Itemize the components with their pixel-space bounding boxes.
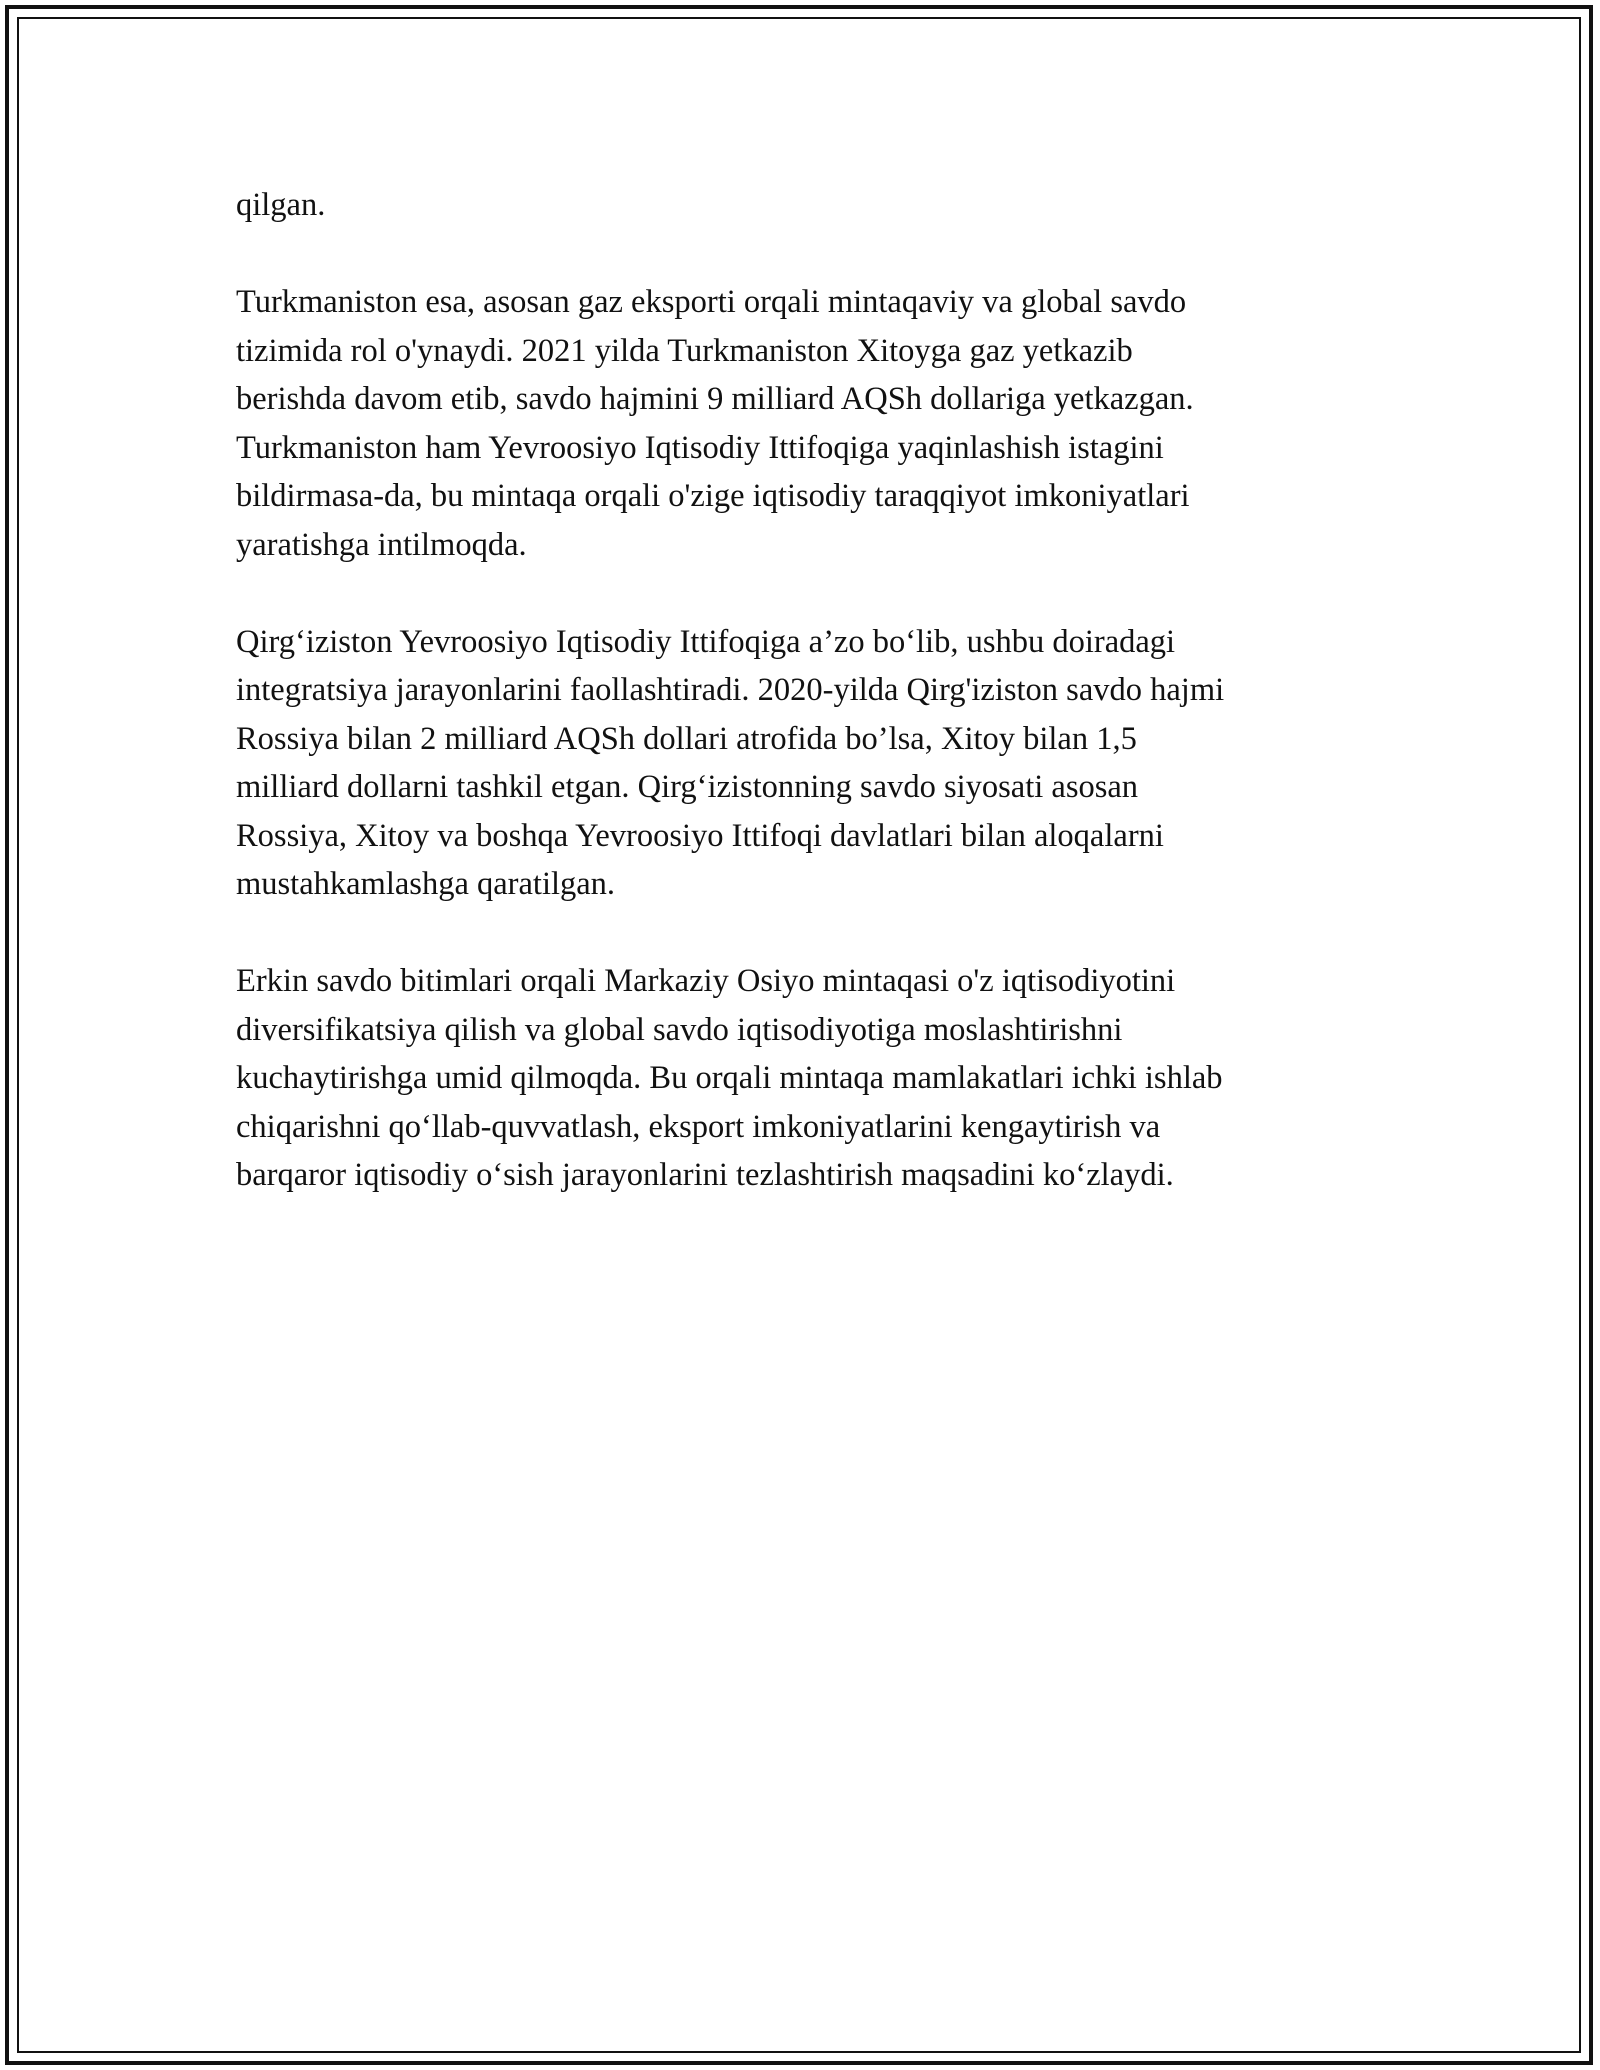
text-line: tizimida rol o'ynaydi. 2021 yilda Turkmaniston Xitoyga gaz yetkazib [236, 332, 1133, 369]
text-line: Erkin savdo bitimlari orqali Markaziy Osiyo mintaqasi o'z iqtisodiyotini [236, 963, 1176, 999]
text-line: mustahkamlashga qaratilgan. [236, 866, 616, 902]
text-line: milliard dollarni tashkil etgan. Qirg‘izistonning savdo siyosati asosan [236, 769, 1139, 805]
text-line: bildirmasa-da, bu mintaqa orqali o'zige iqtisodiy taraqqiyot imkoniyatlari [236, 478, 1190, 514]
text-line: qilgan. [236, 187, 326, 223]
paragraph-1 [236, 181, 1356, 230]
text-line: chiqarishni qo‘llab-quvvatlash, eksport imkoniyatlarini kengaytirish va [236, 1108, 1161, 1145]
text-line: diversifikatsiya qilish va global savdo iqtisodiyotiga moslashtirishni [236, 1011, 1123, 1048]
text-line: berishda davom etib, savdo hajmini 9 milliard AQSh dollariga yetkazgan. [236, 381, 1194, 417]
text-line: Qirg‘iziston Yevroosiyo Iqtisodiy Ittifoqiga a’zo bo‘lib, ushbu doiradagi [236, 623, 1176, 660]
text-line: Rossiya bilan 2 milliard AQSh dollari atrofida bo’lsa, Xitoy bilan 1,5 [236, 720, 1137, 757]
text-line: barqaror iqtisodiy o‘sish jarayonlarini tezlashtirish maqsadini ko‘zlaydi. [236, 1157, 1174, 1193]
text-line: Turkmaniston esa, asosan gaz eksporti orqali mintaqaviy va global savdo [236, 284, 1187, 320]
text-line: yaratishga intilmoqda. [236, 526, 527, 563]
document-body [236, 181, 1356, 1248]
text-line: kuchaytirishga umid qilmoqda. Bu orqali mintaqa mamlakatlari ichki ishlab [236, 1060, 1223, 1096]
paragraph-4 [236, 957, 1356, 1200]
paragraph-3 [236, 618, 1356, 909]
text-line: integratsiya jarayonlarini faollashtiradi. 2020-yilda Qirg'iziston savdo hajmi [236, 672, 1225, 708]
text-line: Rossiya, Xitoy va boshqa Yevroosiyo Ittifoqi davlatlari bilan aloqalarni [236, 817, 1164, 854]
text-line: Turkmaniston ham Yevroosiyo Iqtisodiy Ittifoqiga yaqinlashish istagini [236, 429, 1164, 466]
paragraph-2 [236, 278, 1356, 569]
